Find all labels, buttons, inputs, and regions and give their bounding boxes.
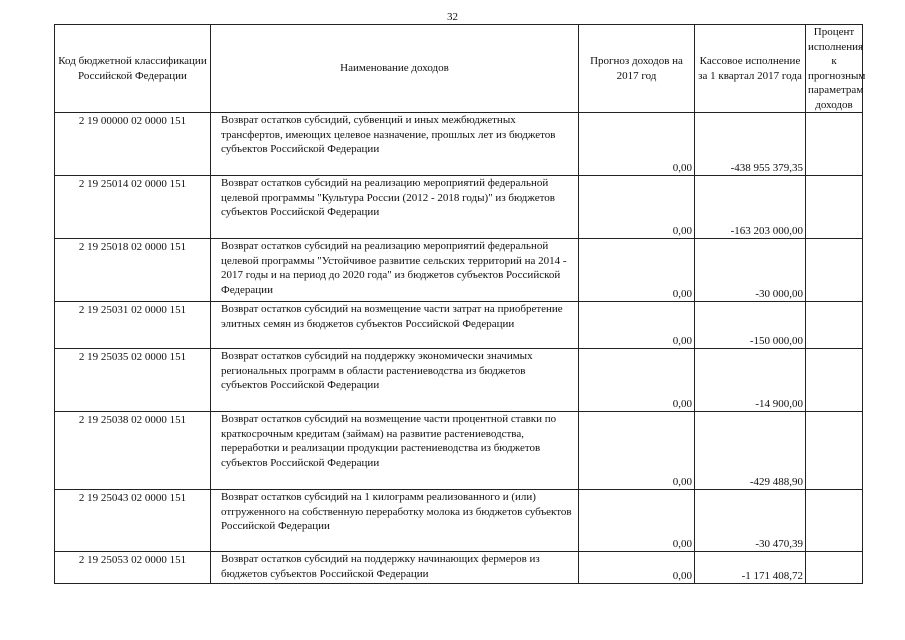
row-cash: -429 488,90 bbox=[695, 412, 806, 490]
row-name: Возврат остатков субсидий на реализацию мероприятий федеральной целевой программы "Культура России (2012 - 2018 годы)" из бюджетов субъектов Российской Федерации bbox=[221, 177, 555, 218]
row-forecast: 0,00 bbox=[579, 412, 695, 490]
row-name: Возврат остатков субсидий на поддержку начинающих фермеров из бюджетов субъектов Российской Федерации bbox=[221, 553, 540, 580]
row-code: 2 19 25035 02 0000 151 bbox=[55, 349, 211, 412]
row-name: Возврат остатков субсидий на возмещение части процентной ставки по краткосрочным кредитам (займам) на развитие растениеводства, переработки и реализации продукции растениеводства из бюджетов субъектов Российской Федерации bbox=[221, 413, 557, 469]
row-percent bbox=[806, 349, 863, 412]
header-forecast: Прогноз доходов на 2017 год bbox=[579, 25, 695, 113]
row-cash: -438 955 379,35 bbox=[695, 113, 806, 176]
row-forecast: 0,00 bbox=[579, 490, 695, 552]
table-row bbox=[55, 302, 863, 349]
row-code: 2 19 00000 02 0000 151 bbox=[55, 113, 211, 176]
row-percent bbox=[806, 113, 863, 176]
table-header-row bbox=[55, 25, 863, 113]
row-code: 2 19 25031 02 0000 151 bbox=[55, 302, 211, 349]
row-percent bbox=[806, 176, 863, 239]
row-code: 2 19 25053 02 0000 151 bbox=[55, 552, 211, 584]
row-name: Возврат остатков субсидий на поддержку экономически значимых региональных программ в области растениеводства из бюджетов субъектов Российской Федерации bbox=[221, 350, 533, 391]
row-forecast: 0,00 bbox=[579, 349, 695, 412]
table-row bbox=[55, 490, 863, 552]
table-row bbox=[55, 176, 863, 239]
row-code: 2 19 25018 02 0000 151 bbox=[55, 239, 211, 302]
row-forecast: 0,00 bbox=[579, 239, 695, 302]
header-cash: Кассовое исполнение за 1 квартал 2017 года bbox=[695, 25, 806, 113]
row-percent bbox=[806, 302, 863, 349]
header-percent: Процент исполнения к прогнозным параметрам доходов bbox=[806, 25, 863, 113]
row-name: Возврат остатков субсидий на 1 килограмм реализованного и (или) отгруженного на собственную переработку молока из бюджетов субъектов Российской Федерации bbox=[221, 491, 572, 532]
table-row bbox=[55, 552, 863, 584]
row-percent bbox=[806, 412, 863, 490]
row-forecast: 0,00 bbox=[579, 113, 695, 176]
row-code: 2 19 25043 02 0000 151 bbox=[55, 490, 211, 552]
table-row bbox=[55, 412, 863, 490]
table-row bbox=[55, 113, 863, 176]
header-name: Наименование доходов bbox=[211, 25, 579, 113]
row-cash: -30 000,00 bbox=[695, 239, 806, 302]
row-name: Возврат остатков субсидий на возмещение части затрат на приобретение элитных семян из бюджетов субъектов Российской Федерации bbox=[221, 303, 563, 330]
revenue-table bbox=[54, 24, 866, 584]
row-cash: -150 000,00 bbox=[695, 302, 806, 349]
row-percent bbox=[806, 239, 863, 302]
row-percent bbox=[806, 490, 863, 552]
table-row bbox=[55, 239, 863, 302]
row-cash: -1 171 408,72 bbox=[695, 552, 806, 584]
row-name: Возврат остатков субсидий, субвенций и иных межбюджетных трансфертов, имеющих целевое назначение, прошлых лет из бюджетов субъектов Российской Федерации bbox=[221, 114, 556, 155]
row-code: 2 19 25038 02 0000 151 bbox=[55, 412, 211, 490]
row-cash: -30 470,39 bbox=[695, 490, 806, 552]
row-cash: -163 203 000,00 bbox=[695, 176, 806, 239]
row-percent bbox=[806, 552, 863, 584]
table-row bbox=[55, 349, 863, 412]
row-name: Возврат остатков субсидий на реализацию мероприятий федеральной целевой программы "Устойчивое развитие сельских территорий на 2014 - 2017 годы и на период до 2020 года" из бюджетов субъектов Российской Федерации bbox=[221, 240, 567, 296]
row-forecast: 0,00 bbox=[579, 176, 695, 239]
row-code: 2 19 25014 02 0000 151 bbox=[55, 176, 211, 239]
header-code: Код бюджетной классификации Российской Федерации bbox=[55, 25, 211, 113]
page-number: 32 bbox=[447, 11, 458, 23]
row-forecast: 0,00 bbox=[579, 552, 695, 584]
row-cash: -14 900,00 bbox=[695, 349, 806, 412]
row-forecast: 0,00 bbox=[579, 302, 695, 349]
